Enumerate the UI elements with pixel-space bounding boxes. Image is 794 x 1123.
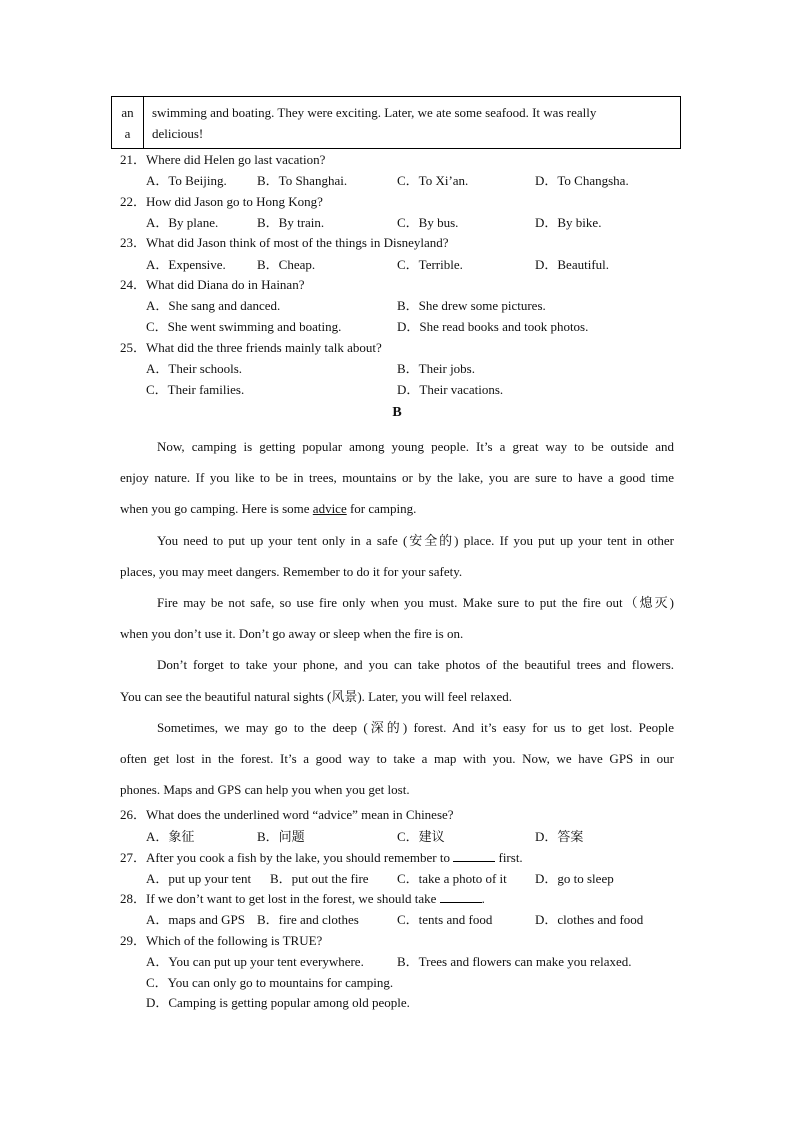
passage-line	[120, 500, 674, 518]
passage-line: Now, camping is getting popular among young people. It’s a great way to be outside and	[157, 439, 674, 454]
answer-blank	[453, 849, 495, 862]
question-text: 28．If we don’t want to get lost in the forest, we should take	[120, 891, 440, 906]
option: D．Beautiful.	[535, 257, 610, 272]
answer-blank	[440, 890, 482, 903]
option: B．To Shanghai.	[257, 173, 348, 188]
question-26: 26．What does the underlined word “advice” mean in Chinese?	[120, 807, 454, 822]
passage-line: You can see the beautiful natural sights (风景). Later, you will feel relaxed.	[120, 689, 513, 704]
option: B．fire and clothes	[257, 912, 359, 927]
option: C．She went swimming and boating.	[146, 319, 342, 334]
passage-line: phones. Maps and GPS can help you when you get lost.	[120, 782, 410, 797]
table-name-line: a	[124, 126, 131, 141]
passage-line: places, you may meet dangers. Remember to do it for your safety.	[120, 564, 463, 579]
question-22: 22．How did Jason go to Hong Kong?	[120, 194, 323, 209]
question-text: first.	[495, 850, 523, 865]
passage-line: often get lost in the forest. It’s a good way to take a map with you. Now, we have GPS in our	[120, 751, 674, 766]
option: D．She read books and took photos.	[397, 319, 589, 334]
option: D．go to sleep	[535, 871, 614, 886]
passage-line: enjoy nature. If you like to be in trees, mountains or by the lake, you are sure to have a good time	[120, 470, 674, 485]
option: A．Expensive.	[146, 257, 226, 272]
table-text-line: delicious!	[152, 126, 204, 141]
question-24: 24．What did Diana do in Hainan?	[120, 277, 305, 292]
option: A．She sang and danced.	[146, 298, 281, 313]
option: B．Their jobs.	[397, 361, 475, 376]
passage-line: when you don’t use it. Don’t go away or sleep when the fire is on.	[120, 626, 464, 641]
option: B．Cheap.	[257, 257, 316, 272]
question-21: 21．Where did Helen go last vacation?	[120, 152, 326, 167]
option: A．To Beijing.	[146, 173, 227, 188]
option: C．tents and food	[397, 912, 493, 927]
option: D．To Changsha.	[535, 173, 629, 188]
passage-text: for camping.	[346, 501, 417, 516]
underlined-word: advice	[312, 501, 347, 516]
option: C．You can only go to mountains for camping.	[146, 975, 394, 990]
option: C．Terrible.	[397, 257, 463, 272]
table-name-line: an	[121, 105, 134, 120]
option: B．问题	[257, 829, 305, 844]
option: D．clothes and food	[535, 912, 644, 927]
option: D．答案	[535, 829, 584, 844]
option: B．She drew some pictures.	[397, 298, 546, 313]
question-29: 29．Which of the following is TRUE?	[120, 933, 323, 948]
table-text-line: swimming and boating. They were exciting. Later, we ate some seafood. It was really	[152, 105, 597, 120]
question-text: .	[481, 891, 485, 906]
passage-line: Sometimes, we may go to the deep (深的) forest. And it’s easy for us to get lost. People	[157, 720, 674, 735]
option: D．By bike.	[535, 215, 602, 230]
option: A．象征	[146, 829, 195, 844]
option: A．maps and GPS	[146, 912, 245, 927]
option: A．put up your tent	[146, 871, 252, 886]
option: B．By train.	[257, 215, 325, 230]
option: C．建议	[397, 829, 445, 844]
passage-line: You need to put up your tent only in a safe (安全的) place. If you put up your tent in other	[157, 533, 674, 548]
option: C．By bus.	[397, 215, 459, 230]
option: B．Trees and flowers can make you relaxed.	[397, 954, 632, 969]
table-text-cell	[144, 97, 680, 148]
option: A．Their schools.	[146, 361, 243, 376]
question-23: 23．What did Jason think of most of the things in Disneyland?	[120, 235, 449, 250]
option: A．You can put up your tent everywhere.	[146, 954, 364, 969]
question-text: 27．After you cook a fish by the lake, you should remember to	[120, 850, 454, 865]
option: C．To Xi’an.	[397, 173, 469, 188]
passage-line: Fire may be not safe, so use fire only when you must. Make sure to put the fire out（熄灭)	[157, 595, 674, 610]
section-title: B	[392, 405, 402, 420]
option: D．Their vacations.	[397, 382, 504, 397]
question-25: 25．What did the three friends mainly talk about?	[120, 340, 382, 355]
question-27	[120, 849, 523, 867]
option: D．Camping is getting popular among old people.	[146, 995, 410, 1010]
passage-table	[111, 96, 681, 149]
passage-text: when you go camping. Here is some	[120, 501, 313, 516]
question-28	[120, 890, 485, 908]
option: A．By plane.	[146, 215, 219, 230]
table-name-cell	[112, 97, 144, 148]
option: C．take a photo of it	[397, 871, 507, 886]
passage-line: Don’t forget to take your phone, and you can take photos of the beautiful trees and flowers.	[157, 657, 674, 672]
option: B．put out the fire	[270, 871, 369, 886]
option: C．Their families.	[146, 382, 245, 397]
